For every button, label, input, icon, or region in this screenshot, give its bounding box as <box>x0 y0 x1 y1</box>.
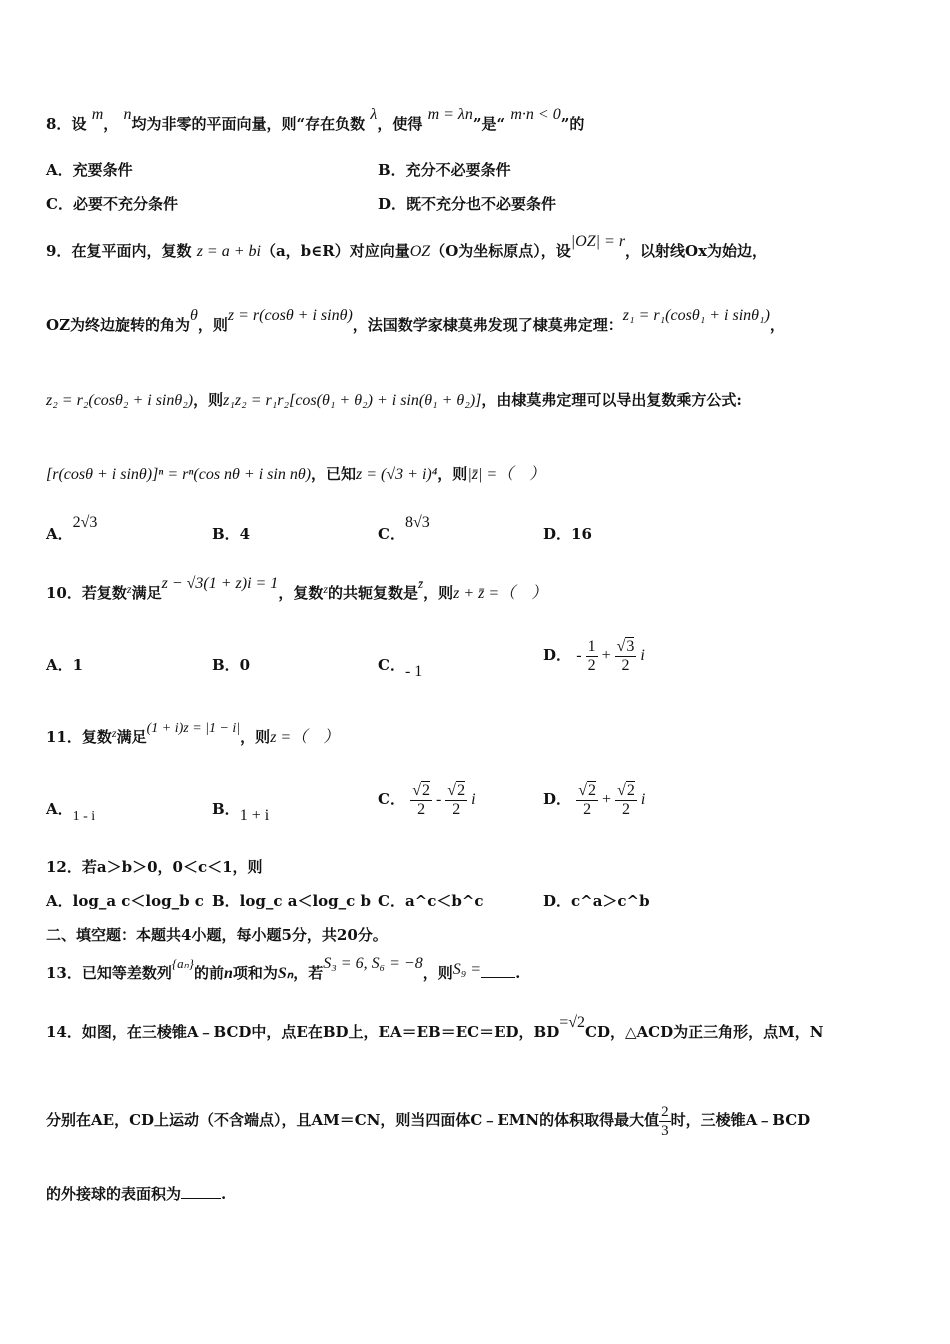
q13-answer-blank[interactable] <box>481 963 515 978</box>
q10-expr: z − √3(1 + z)i = 1 <box>161 575 279 592</box>
q11-option-d-value: $\frac{√2}{2}$ + $\frac{√2}{2}$ i <box>578 781 646 818</box>
q13-var-n: n <box>223 965 233 982</box>
q13-number: 13． <box>46 964 82 982</box>
q12-option-a: A．log_a c＜log_b c <box>46 892 204 910</box>
q9-option-d: D．16 <box>543 525 592 543</box>
q10-option-b: B．0 <box>212 656 251 674</box>
section-heading: 二、填空题：本题共4小题，每小题5分，共20分。 <box>46 926 388 944</box>
q10-text: 若复数 <box>81 584 127 602</box>
q9-option-c-label: C． <box>378 525 405 543</box>
q9-text: ，以射线Ox为始边， <box>625 242 768 260</box>
q12-stem <box>46 857 263 877</box>
q9-option-a <box>46 514 98 545</box>
q8-text: ”的 <box>560 115 585 133</box>
q8-option-a: A．充要条件 <box>46 161 133 179</box>
q14-text: 分别在AE，CD上运动（不含端点），且AM＝CN，则当四面体C﹣EMN的体积取得最大值 <box>46 1111 660 1129</box>
q9-text: ，由棣莫弗定理可以导出复数乘方公式: <box>481 391 742 409</box>
q9-expr: z₂ = r₂(cosθ₂ + i sinθ₂) <box>46 392 194 409</box>
q14-fraction-numerator: 2 <box>661 1103 669 1120</box>
q11-text: 满足 <box>116 728 147 746</box>
q14-text: CD，△ACD为正三角形，点M，N <box>585 1023 824 1041</box>
q11-option-c <box>378 777 476 822</box>
q8-text: 设 <box>71 115 87 133</box>
q9-line1 <box>46 233 768 262</box>
q9-option-c <box>378 514 430 545</box>
q10-text: 的共轭复数是 <box>328 584 419 602</box>
q9-expr: |OZ| = r <box>570 233 626 250</box>
q10-option-d-frac2: $\frac{√3}{2}$ <box>616 637 635 674</box>
q14-text: 时，三棱锥A﹣BCD <box>670 1111 811 1129</box>
q14-answer-blank[interactable] <box>181 1184 221 1199</box>
q10-option-d-label: D． <box>543 646 572 664</box>
q10-var-z: z <box>126 582 132 596</box>
q10-stem <box>46 575 548 604</box>
q8-text: 均为非零的平面向量，则“存在负数 <box>131 115 366 133</box>
q13-end: . <box>515 964 521 982</box>
q14-line1 <box>46 1014 824 1043</box>
q10-option-d-minus: - <box>576 647 586 664</box>
q13-s9: S₉ = <box>452 961 482 978</box>
q8-text: ”是“ <box>472 115 506 133</box>
q10-option-d-frac1: $\frac{1}{2}$ <box>587 637 596 674</box>
q11-option-c-label: C． <box>378 790 405 808</box>
q12-text: 若a＞b＞0，0＜c＜1，则 <box>81 858 263 876</box>
q9-option-a-value: 2√3 <box>72 514 98 531</box>
q13-text: 的前 <box>193 964 224 982</box>
q13-text: 已知等差数列 <box>81 964 172 982</box>
q13-stem <box>46 955 521 984</box>
q8-number: 8． <box>46 115 72 133</box>
q12-number: 12． <box>46 858 82 876</box>
q9-expr: z₁z₂ = r₁r₂[cos(θ₁ + θ₂) + i sin(θ₁ + θ₂)] <box>223 392 482 409</box>
q13-expr: S₃ = 6, S₆ = −8 <box>323 955 423 972</box>
q10-text: 满足 <box>131 584 162 602</box>
q10-option-d-value: - $\frac{1}{2}$ + $\frac{√3}{2}$ i <box>576 637 645 674</box>
q8-stem <box>46 106 585 135</box>
q9-line3 <box>46 390 742 411</box>
q14-fraction <box>659 1103 671 1140</box>
q9-vector-oz: OZ <box>409 243 431 260</box>
q10-option-c-label: C． <box>378 656 405 674</box>
q11-option-b-value: 1 + i <box>239 807 270 824</box>
q9-theta: θ <box>190 307 198 324</box>
q13-text: 项和为 <box>232 964 278 982</box>
q8-option-b: B．充分不必要条件 <box>378 161 511 179</box>
q12-option-b: B．log_c a＜log_c b <box>212 892 371 910</box>
q10-var-z: z <box>323 582 328 596</box>
q14-line3 <box>46 1184 226 1204</box>
q13-sequence: {aₙ} <box>171 956 194 971</box>
q11-option-a <box>46 799 96 824</box>
q10-number: 10． <box>46 584 82 602</box>
q10-option-d <box>543 633 645 678</box>
q8-expr: m = λn <box>427 106 473 123</box>
q12-option-d: D．c^a＞c^b <box>543 892 650 910</box>
q11-option-d <box>543 777 645 822</box>
q9-expr: z₁ = r₁(cosθ₁ + i sinθ₁) <box>622 307 770 324</box>
q10-option-c-value: - 1 <box>404 663 423 680</box>
q14-expr: =√2 <box>559 1014 586 1031</box>
q11-expr: z =（ ） <box>270 729 340 746</box>
q8-text: ，使得 <box>377 115 423 133</box>
q9-expr: |z̄| =（ ） <box>467 466 546 483</box>
q8-var-n: n <box>123 106 132 123</box>
q10-text: ，则 <box>423 584 454 602</box>
q11-option-a-value: 1 - i <box>72 809 96 824</box>
q9-text: OZ为终边旋转的角为 <box>46 316 191 334</box>
q9-option-b: B．4 <box>212 525 251 543</box>
q9-text: ，法国数学家棣莫弗发现了棣莫弗定理： <box>352 316 623 334</box>
q13-sn: Sₙ <box>277 965 294 982</box>
q11-var-z: z <box>111 726 117 740</box>
q9-text: ， <box>769 316 785 334</box>
q13-text: ，若 <box>293 964 324 982</box>
q8-expr: m·n < 0 <box>510 106 561 123</box>
q9-text: ，则 <box>197 316 228 334</box>
q11-option-c-value: $\frac{√2}{2}$ - $\frac{√2}{2}$ i <box>412 781 476 818</box>
q9-expr: z = r(cosθ + i sinθ) <box>227 307 353 324</box>
q9-text: ，则 <box>193 391 224 409</box>
q11-option-a-label: A． <box>46 800 73 818</box>
q9-text: （O为坐标原点），设 <box>430 242 571 260</box>
q8-var-m: m <box>91 106 104 123</box>
q14-text: 的外接球的表面积为 <box>46 1185 182 1203</box>
q14-number: 14． <box>46 1023 82 1041</box>
q11-text: ，则 <box>240 728 271 746</box>
q10-expr: z + z̄ =（ ） <box>453 585 548 602</box>
q9-option-a-label: A． <box>46 525 73 543</box>
q11-stem <box>46 721 340 749</box>
q11-expr: (1 + i)z = |1 − i| <box>146 721 241 736</box>
q11-option-b <box>212 799 270 824</box>
q10-text: ，复数 <box>278 584 324 602</box>
q9-number: 9． <box>46 242 72 260</box>
q14-end: . <box>221 1185 227 1203</box>
q9-text: 在复平面内，复数 <box>71 242 192 260</box>
q11-option-b-label: B． <box>212 800 240 818</box>
q9-option-c-value: 8√3 <box>404 514 430 531</box>
q14-line2 <box>46 1096 810 1144</box>
q9-text: ，已知 <box>311 465 357 483</box>
q10-option-a: A．1 <box>46 656 84 674</box>
q9-expr: [r(cosθ + i sinθ)]ⁿ = rⁿ(cos nθ + i sin nθ) <box>46 466 312 483</box>
q11-text: 复数 <box>81 728 112 746</box>
q9-text: （a，b∈R）对应向量 <box>260 242 410 260</box>
q13-text: ，则 <box>422 964 453 982</box>
q12-option-c: C．a^c＜b^c <box>378 892 484 910</box>
q14-fraction-denominator: 3 <box>661 1122 669 1139</box>
q11-number: 11． <box>46 728 82 746</box>
q9-expr: z = a + bi <box>196 243 261 260</box>
q8-comma: ， <box>103 115 119 133</box>
q14-text: 如图，在三棱锥A﹣BCD中，点E在BD上，EA＝EB＝EC＝ED，BD <box>81 1023 560 1041</box>
q11-option-d-label: D． <box>543 790 572 808</box>
q9-line2 <box>46 307 785 336</box>
q9-line4 <box>46 464 545 485</box>
q8-option-c: C．必要不充分条件 <box>46 195 178 213</box>
q9-text: ，则 <box>437 465 468 483</box>
q10-zbar: z̄ <box>418 576 424 591</box>
q8-lambda: λ <box>370 106 378 123</box>
q10-option-c <box>378 655 423 680</box>
q8-option-d: D．既不充分也不必要条件 <box>378 195 557 213</box>
q9-expr: z = (√3 + i)⁴ <box>356 466 438 483</box>
